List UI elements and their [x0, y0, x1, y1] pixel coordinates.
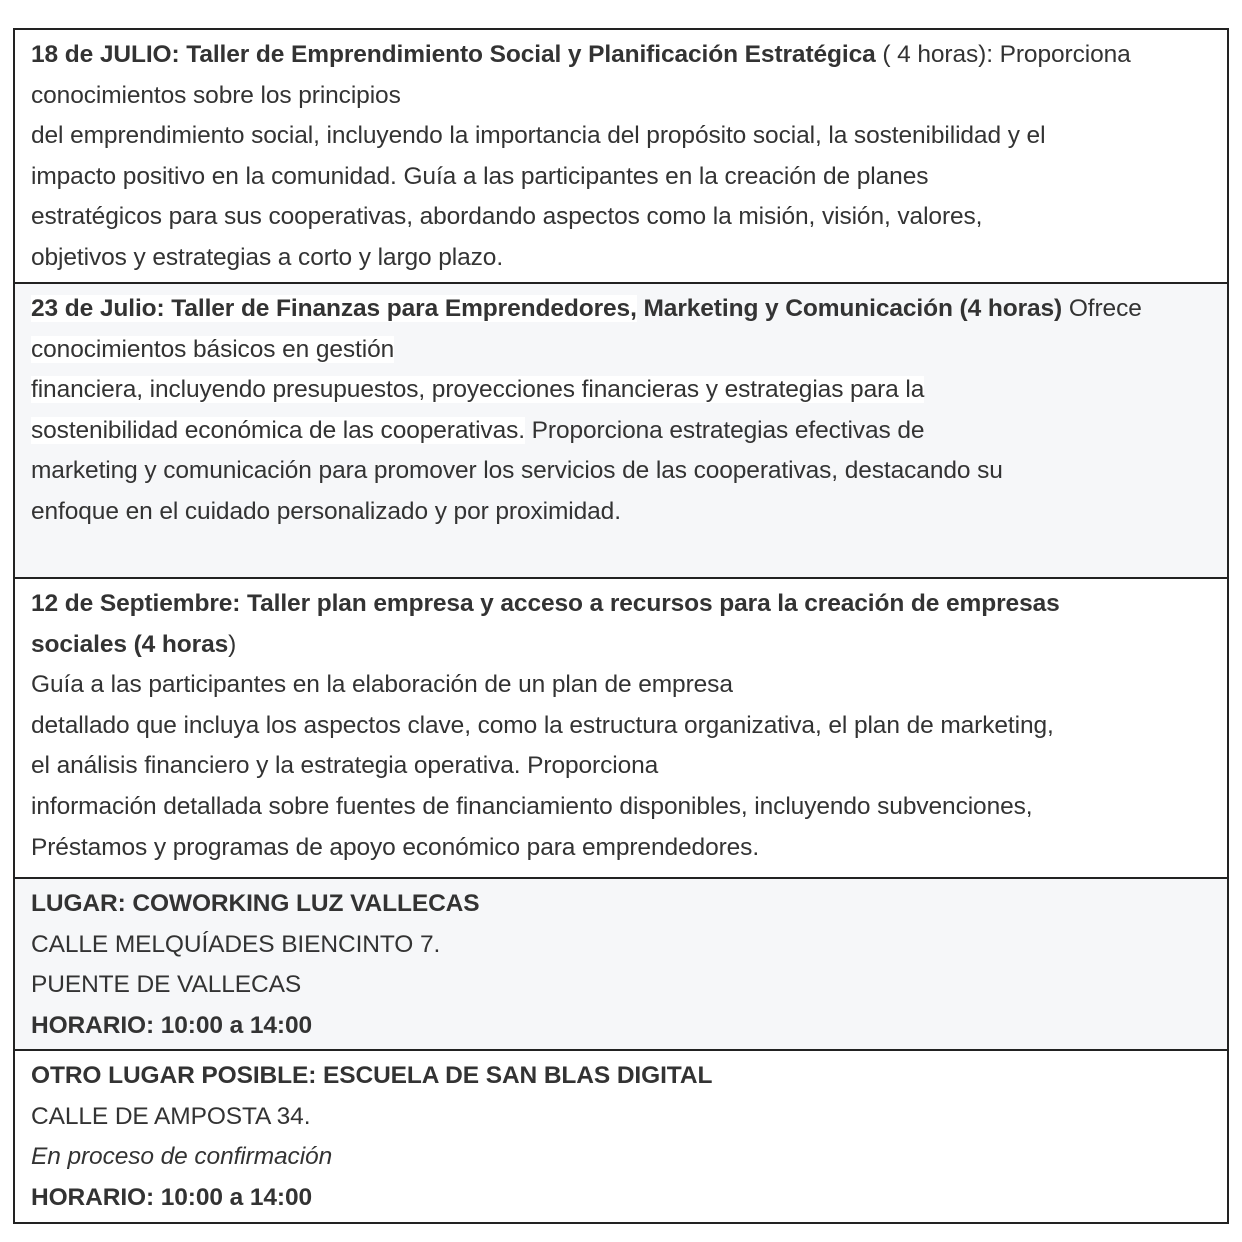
- text-line: [31, 492, 1213, 533]
- text-line: [31, 965, 1213, 1006]
- text-line: [31, 76, 1213, 117]
- text-line: [31, 1178, 1213, 1219]
- text-line: [31, 706, 1213, 747]
- text-line: [31, 370, 1213, 411]
- text-line: [31, 1056, 1213, 1097]
- text-segment: PUENTE DE VALLECAS: [31, 971, 302, 999]
- text-line: [31, 1006, 1213, 1047]
- text-segment: objetivos y estrategias a corto y largo plazo.: [31, 243, 504, 271]
- row-workshop-july-18: [15, 30, 1227, 284]
- text-line: [31, 289, 1213, 330]
- text-line: [31, 1097, 1213, 1138]
- text-line: [31, 411, 1213, 452]
- row-location-coworking: [15, 879, 1227, 1051]
- text-segment: En proceso de confirmación: [31, 1143, 333, 1171]
- text-segment: Préstamos y programas de apoyo económico para emprendedores.: [31, 833, 760, 861]
- text-segment: Guía a las participantes en la elaboración de un plan de empresa: [31, 671, 733, 699]
- text-line: [31, 584, 1213, 625]
- text-line: [31, 828, 1213, 869]
- text-line: [31, 157, 1213, 198]
- bold-text: LUGAR: COWORKING LUZ VALLECAS: [31, 890, 480, 917]
- text-line: [31, 116, 1213, 157]
- text-line: [31, 884, 1213, 925]
- text-line: [31, 35, 1213, 76]
- bold-text: HORARIO: 10:00 a 14:00: [31, 1183, 313, 1211]
- schedule-table: [13, 28, 1229, 1224]
- bold-text: 12 de Septiembre: Taller plan empresa y acceso a recursos para la creación de empresas: [31, 590, 1060, 617]
- text-line: [31, 330, 1213, 371]
- text-segment: del emprendimiento social, incluyendo la importancia del propósito social, la sostenibilidad y el: [31, 122, 1046, 150]
- text-segment: CALLE MELQUÍADES BIENCINTO 7.: [31, 930, 441, 958]
- text-line: [31, 925, 1213, 966]
- text-line: [31, 746, 1213, 787]
- text-line: [31, 625, 1213, 666]
- bold-text: sociales (4 horas: [31, 630, 229, 658]
- text-segment: conocimientos sobre los principios: [31, 81, 401, 109]
- text-line: [31, 665, 1213, 706]
- text-line: [31, 238, 1213, 279]
- bold-text: 23 de Julio: Taller de Finanzas para Emprendedores,: [31, 295, 637, 322]
- text-segment: Proporciona estrategias efectivas de: [524, 416, 925, 444]
- text-segment: conocimientos básicos en gestión: [31, 335, 395, 363]
- text-segment: impacto positivo en la comunidad. Guía a las participantes en la creación de planes: [31, 162, 929, 190]
- text-line: [31, 451, 1213, 492]
- text-segment: enfoque en el cuidado personalizado y por proximidad.: [31, 497, 621, 525]
- bold-text: HORARIO: 10:00 a 14:00: [31, 1011, 313, 1039]
- text-segment: Ofrece: [1062, 295, 1142, 322]
- text-line: [31, 197, 1213, 238]
- text-segment: estratégicos para sus cooperativas, abordando aspectos como la misión, visión, valores,: [31, 203, 983, 231]
- text-line: [31, 787, 1213, 828]
- row-location-san-blas: [15, 1051, 1227, 1224]
- text-segment: ( 4 horas): Proporciona: [875, 41, 1131, 68]
- bold-text: 18 de JULIO: Taller de Emprendimiento Social y Planificación Estratégica: [31, 41, 876, 68]
- text-segment: detallado que incluya los aspectos clave, como la estructura organizativa, el plan de marketing,: [31, 711, 1054, 739]
- row-workshop-july-23: [15, 284, 1227, 579]
- text-segment: información detallada sobre fuentes de financiamiento disponibles, incluyendo subvenciones,: [31, 792, 1033, 820]
- text-line: [31, 1137, 1213, 1178]
- text-segment: marketing y comunicación para promover los servicios de las cooperativas, destacando su: [31, 457, 1003, 485]
- text-segment: el análisis financiero y la estrategia operativa. Proporciona: [31, 752, 659, 780]
- text-segment: sostenibilidad económica de las cooperativas.: [31, 416, 525, 444]
- text-segment: CALLE DE AMPOSTA 34.: [31, 1102, 311, 1130]
- text-segment: financiera, incluyendo presupuestos, proyecciones financieras y estrategias para la: [31, 376, 925, 404]
- bold-text: OTRO LUGAR POSIBLE: ESCUELA DE SAN BLAS DIGITAL: [31, 1062, 713, 1089]
- text-segment: ): [228, 630, 237, 658]
- bold-text: Marketing y Comunicación (4 horas): [636, 295, 1063, 322]
- row-workshop-september-12: [15, 579, 1227, 879]
